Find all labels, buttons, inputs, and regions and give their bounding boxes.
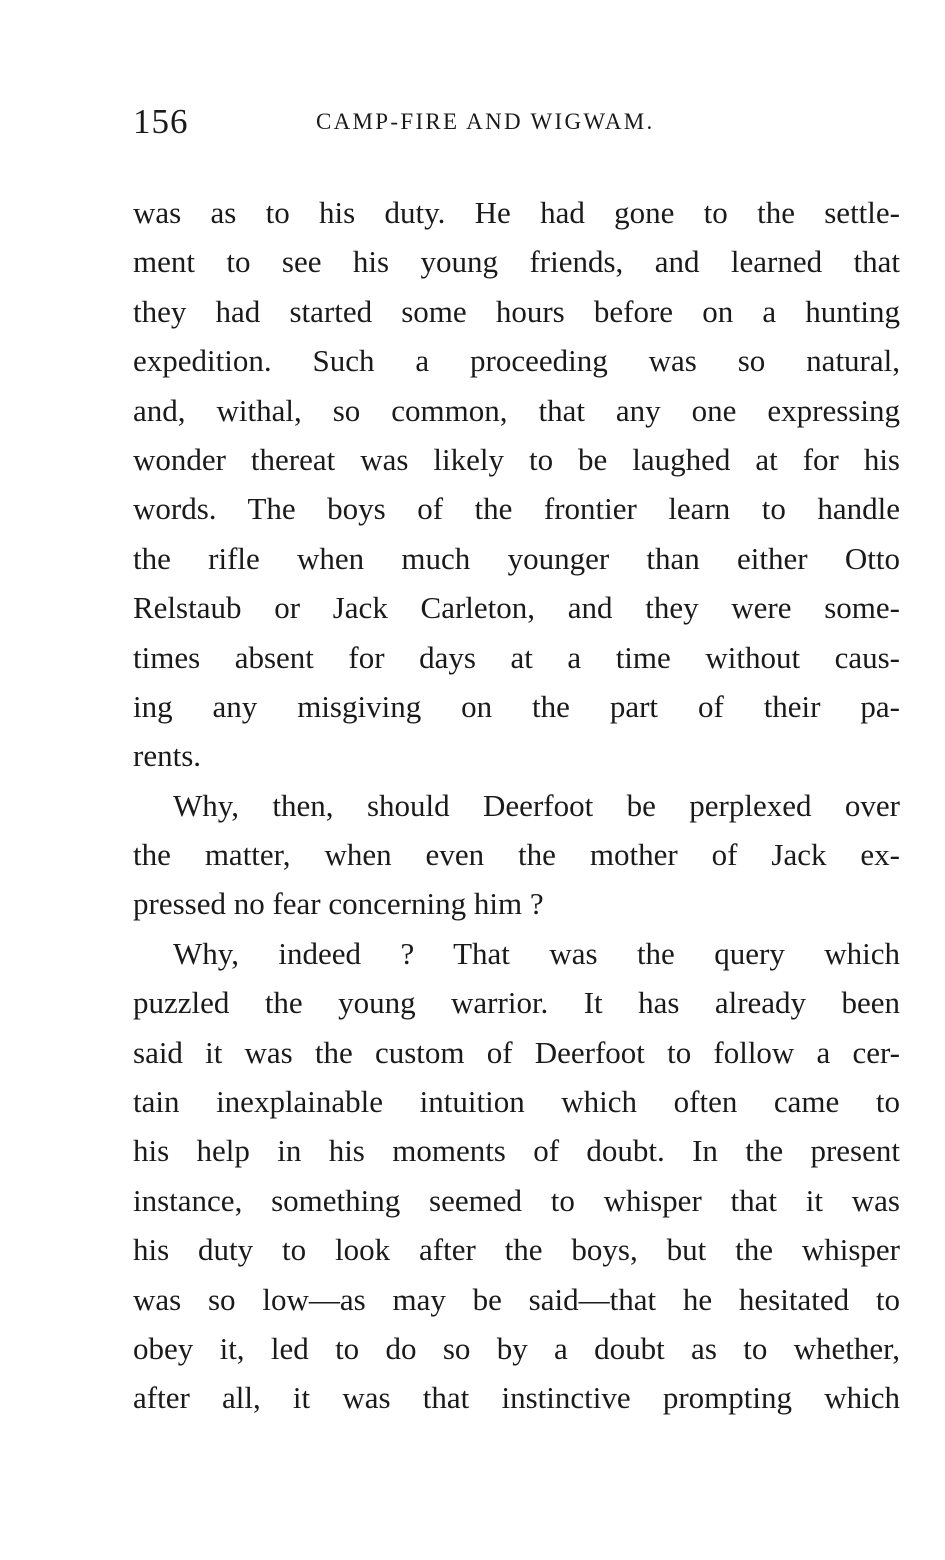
text-line: tain inexplainable intuition which often came to bbox=[133, 1084, 900, 1120]
page-header bbox=[133, 100, 898, 144]
text-line: expedition. Such a proceeding was so natural, bbox=[133, 343, 900, 379]
paragraph bbox=[133, 929, 900, 1423]
body-text bbox=[133, 188, 900, 1423]
text-line: Relstaub or Jack Carleton, and they were some- bbox=[133, 590, 900, 626]
text-line: pressed no fear concerning him ? bbox=[133, 886, 544, 922]
text-line: his duty to look after the boys, but the whisper bbox=[133, 1232, 900, 1268]
text-line: his help in his moments of doubt. In the present bbox=[133, 1133, 900, 1169]
text-line: Why, then, should Deerfoot be perplexed over bbox=[173, 787, 900, 823]
text-line: obey it, led to do so by a doubt as to whether, bbox=[133, 1330, 900, 1366]
paragraph bbox=[133, 781, 900, 929]
text-line: wonder thereat was likely to be laughed at for his bbox=[133, 441, 900, 477]
running-head: CAMP-FIRE AND WIGWAM. bbox=[316, 109, 655, 134]
paragraph bbox=[133, 188, 900, 781]
text-line: said it was the custom of Deerfoot to follow a cer- bbox=[133, 1034, 900, 1070]
text-line: words. The boys of the frontier learn to handle bbox=[133, 491, 900, 527]
page-number: 156 bbox=[133, 102, 189, 141]
text-line: they had started some hours before on a hunting bbox=[133, 293, 900, 329]
text-line: was as to his duty. He had gone to the settle- bbox=[133, 195, 900, 230]
text-line: rents. bbox=[133, 738, 202, 774]
text-line: ment to see his young friends, and learned that bbox=[133, 244, 900, 280]
text-line: the matter, when even the mother of Jack ex- bbox=[133, 837, 900, 873]
text-line: and, withal, so common, that any one expressing bbox=[133, 392, 900, 428]
text-line: ing any misgiving on the part of their pa- bbox=[133, 688, 900, 724]
text-line: was so low—as may be said—that he hesitated to bbox=[133, 1281, 900, 1317]
text-line: times absent for days at a time without caus- bbox=[133, 639, 900, 675]
text-line: instance, something seemed to whisper that it was bbox=[133, 1182, 900, 1218]
text-line: after all, it was that instinctive prompting which bbox=[133, 1380, 900, 1416]
text-line: the rifle when much younger than either Otto bbox=[133, 540, 900, 576]
text-line: puzzled the young warrior. It has already been bbox=[133, 985, 900, 1021]
text-line: Why, indeed ? That was the query which bbox=[173, 935, 900, 971]
